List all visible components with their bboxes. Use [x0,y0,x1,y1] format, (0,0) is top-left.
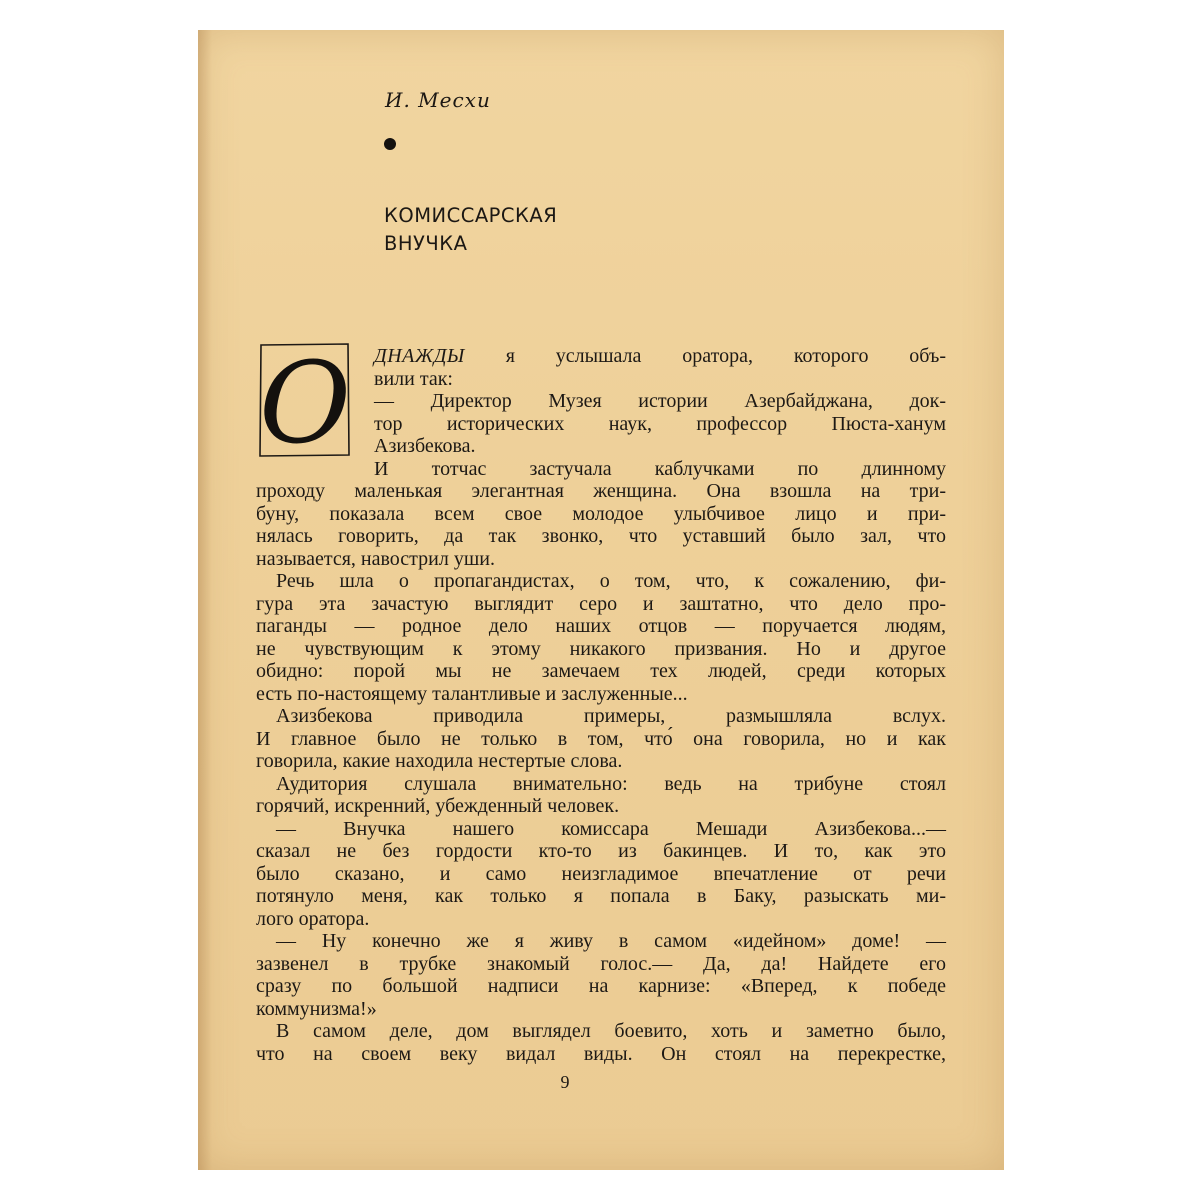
chapter-title-line-2: ВНУЧКА [384,232,468,255]
text-line: называется, навострил уши. [256,547,495,570]
text-line: есть по-настоящему талантливые и заслуженные... [256,682,688,705]
page-number: 9 [560,1072,570,1092]
text-line: — Ну конечно же я живу в самом «идейном» доме! — [276,930,946,952]
text-line: Речь шла о пропагандистах, о том, что, к сожалению, фи- [276,570,946,592]
text-line: потянуло меня, как только я попала в Баку, разыскать ми- [256,885,946,907]
text-line: вили так: [374,367,453,390]
text-line: И тотчас застучала каблучками по длинному [374,457,946,480]
text-line: коммунизма!» [256,997,377,1020]
text-line: было сказано, и само неизгладимое впечатление от речи [256,862,946,885]
text-line: проходу маленькая элегантная женщина. Она взошла на три- [256,480,946,502]
text-line: обидно: порой мы не замечаем тех людей, среди которых [256,660,946,682]
book-page [198,30,1004,1170]
text-line: зазвенел в трубке знакомый голос.— Да, да! Найдете его [256,952,946,975]
text-line: сразу по большой надписи на карнизе: «Вперед, к победе [256,975,946,997]
text-line: что на своем веку видал виды. Он стоял на перекрестке, [256,1042,946,1065]
text-line: горячий, искренний, убежденный человек. [256,795,620,817]
bullet-ornament [384,138,396,150]
text-line: не чувствующим к этому никакого призвания. Но и другое [256,637,946,660]
first-word: ДНАЖДЫ [374,345,465,367]
text-line: Азизбекова. [374,435,476,457]
body-text [256,345,946,1065]
text-line: лого оратора. [256,907,370,930]
text-line: — Директор Музея истории Азербайджана, док- [374,390,946,412]
text-line: тор исторических наук, профессор Пюста-ханум [374,412,946,435]
author-name: И. Месхи [385,88,491,112]
text-line: паганды — родное дело наших отцов — поручается людям, [256,615,946,637]
drop-cap-letter: О [259,341,351,459]
text-line: буну, показала всем свое молодое улыбчивое лицо и при- [256,502,946,525]
text-line: гура эта зачастую выглядит серо и заштатно, что дело про- [256,592,946,615]
text-line: В самом деле, дом выглядел боевито, хоть и заметно было, [276,1020,946,1042]
text-line: Азизбекова приводила примеры, размышляла вслух. [276,705,946,727]
text-line: — Внучка нашего комиссара Мешади Азизбекова...— [276,817,946,840]
text-line: И главное было не только в том, что́ она говорила, но и как [256,727,946,750]
text-line: говорила, какие находила нестертые слова. [256,750,623,772]
chapter-title [384,202,557,258]
text-line: Аудитория слушала внимательно: ведь на трибуне стоял [276,772,946,795]
text-line: нялась говорить, да так звонко, что уставший было зал, что [256,525,946,547]
chapter-title-line-1: КОМИССАРСКАЯ [384,204,558,227]
text-line: сказал не без гордости кто-то из бакинцев. И то, как это [256,840,946,862]
text-line: ДНАЖДЫ я услышала оратора, которого объ- [374,345,946,367]
